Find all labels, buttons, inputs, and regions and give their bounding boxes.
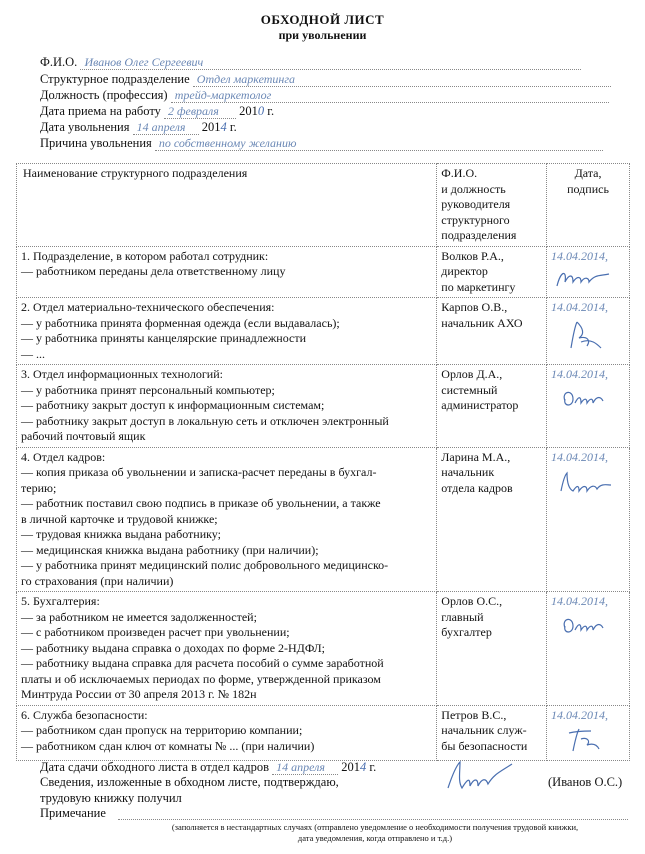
document-subtitle: при увольнении [278, 28, 367, 42]
submit-date-line [40, 760, 376, 775]
hire-date-label: Дата приема на работу [40, 104, 161, 118]
signature-icon [551, 266, 621, 292]
note-line [118, 819, 628, 820]
submit-date-value: 14 апреля [272, 761, 338, 775]
hire-date-line [40, 104, 274, 119]
dismiss-date-line [40, 120, 237, 135]
reason-label: Причина увольнения [40, 136, 152, 150]
row-person: Карпов О.В., начальник АХО [437, 298, 547, 365]
hire-year-suffix: г. [267, 104, 275, 118]
submit-year-digit: 4 [360, 760, 367, 774]
row-date-signature: 14.04.2014, [547, 705, 630, 760]
row-person: Волков Р.А., директор по маркетингу [437, 246, 547, 298]
dismiss-year-prefix: 201 [201, 120, 221, 134]
signature-icon [551, 318, 621, 352]
row-date-signature: 14.04.2014, [547, 246, 630, 298]
col-person-header: Ф.И.О. и должность руководителя структурного подразделения [437, 164, 547, 247]
row-department: 1. Подразделение, в котором работал сотрудник: — работником переданы дела ответственному лицу [17, 246, 437, 298]
table-row [17, 298, 630, 365]
row-department: 4. Отдел кадров: — копия приказа об увольнении и записка-расчет переданы в бухгал- терию; — работник поставил свою подпись в приказе об увольнении, а также в личной карточке и трудовой книжке; — трудовая книжка выдана работнику; — медицинская книжка выдана работнику (при наличии); — у работника принят медицинский полис добровольного медицинско- го страхования (при наличии) [17, 447, 437, 592]
clearance-table [16, 163, 630, 761]
col-department-header: Наименование структурного подразделения [17, 164, 437, 247]
row-person: Орлов Д.А., системный администратор [437, 365, 547, 448]
dismiss-year-digit: 4 [220, 120, 227, 134]
confirm-line-1: Сведения, изложенные в обходном листе, подтверждаю, [40, 775, 339, 789]
dismiss-date-value: 14 апреля [133, 121, 199, 135]
submit-year-prefix: 201 [341, 760, 361, 774]
table-row [17, 246, 630, 298]
fio-label: Ф.И.О. [40, 55, 78, 69]
row-department: 5. Бухгалтерия: — за работником не имеется задолженностей; — с работником произведен расчет при увольнении; — работнику выдана справка о доходах по форме 2-НДФЛ; — работнику выдана справка для расчета пособий о сумме заработной платы и об исключаемых периодах по форме, утвержденной приказом Минтруда России от 30 апреля 2013 г. № 182н [17, 592, 437, 706]
hire-date-value: 2 февраля [164, 105, 236, 119]
fio-value: Иванов Олег Сергеевич [80, 56, 581, 70]
table-header-row [17, 164, 630, 247]
note-hint-line-2: дата уведомления, когда отправлено и т.д.) [297, 833, 453, 843]
reason-line [40, 136, 603, 151]
note-hint-line-1: (заполняется в нестандартных случаях (отправлено уведомление о необходимости получения трудовой книжки, [171, 822, 579, 832]
dismiss-date-label: Дата увольнения [40, 120, 130, 134]
department-label: Структурное подразделение [40, 72, 190, 86]
signature-icon [551, 725, 621, 753]
signature-icon [551, 467, 621, 501]
table-row [17, 447, 630, 592]
fio-line [40, 55, 581, 70]
row-person: Ларина М.А., начальник отдела кадров [437, 447, 547, 592]
row-date-signature: 14.04.2014, [547, 592, 630, 706]
row-department: 3. Отдел информационных технологий: — у работника принят персональный компьютер; — работнику закрыт доступ к информационным системам; — работнику закрыт доступ в локальную сеть и отключен электронный рабочий почтовый ящик [17, 365, 437, 448]
dismiss-year-suffix: г. [229, 120, 237, 134]
signer-name: (Иванов О.С.) [548, 775, 623, 789]
position-value: трейд-маркетолог [171, 89, 609, 103]
row-person: Петров В.С., начальник служ- бы безопасности [437, 705, 547, 760]
table-row [17, 592, 630, 706]
row-department: 2. Отдел материально-технического обеспечения: — у работника принята форменная одежда (если выдавалась); — у работника приняты канцелярские принадлежности — ... [17, 298, 437, 365]
submit-date-label: Дата сдачи обходного листа в отдел кадров [40, 760, 270, 774]
hire-year-digit: 0 [257, 104, 265, 118]
submit-year-suffix: г. [369, 760, 377, 774]
signature-icon [551, 612, 621, 642]
department-value: Отдел маркетинга [193, 73, 611, 87]
row-person: Орлов О.С., главный бухгалтер [437, 592, 547, 706]
row-date-signature: 14.04.2014, [547, 298, 630, 365]
position-label: Должность (профессия) [40, 88, 168, 102]
table-row [17, 365, 630, 448]
signature-icon [551, 385, 621, 415]
col-date-header: Дата, подпись [547, 164, 630, 247]
table-row [17, 705, 630, 760]
department-line [40, 72, 611, 87]
employee-signature-icon [440, 758, 520, 796]
confirm-line-2: трудовую книжку получил [40, 791, 182, 805]
hire-year-prefix: 201 [239, 104, 258, 118]
note-label: Примечание [40, 806, 106, 820]
document-title: ОБХОДНОЙ ЛИСТ [260, 12, 385, 27]
row-date-signature: 14.04.2014, [547, 365, 630, 448]
row-date-signature: 14.04.2014, [547, 447, 630, 592]
position-line [40, 88, 609, 103]
row-department: 6. Служба безопасности: — работником сдан пропуск на территорию компании; — работником сдан ключ от комнаты № ... (при наличии) [17, 705, 437, 760]
reason-value: по собственному желанию [155, 137, 603, 151]
